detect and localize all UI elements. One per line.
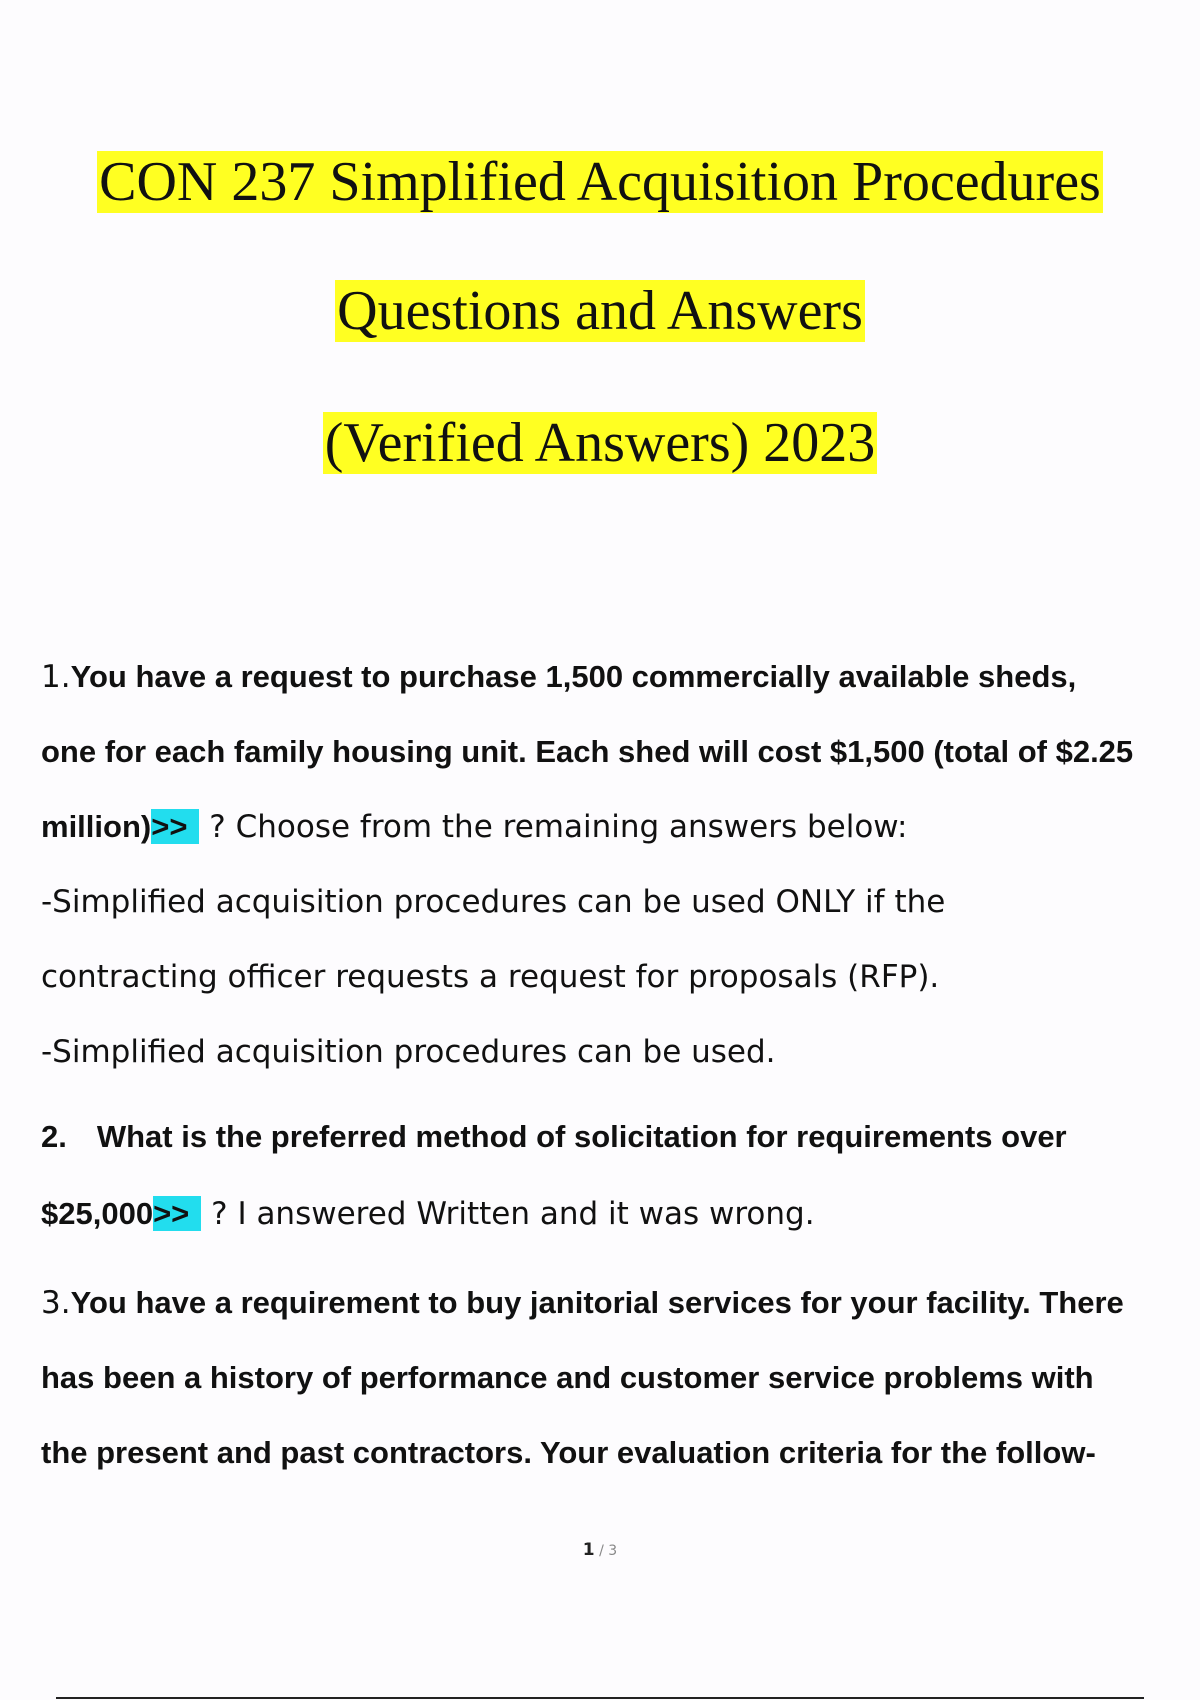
page-current: 1 [582, 1540, 595, 1560]
q3-number: 3. [41, 1285, 71, 1321]
q3-text-1: You have a requirement to buy janitorial services for your facility. There [70, 1285, 1124, 1320]
q1-text-2: one for each family housing unit. Each shed will cost $1,500 (total of $2.25 [41, 734, 1134, 769]
q3-text-2: has been a history of performance and customer service problems with [41, 1360, 1094, 1395]
q2-text-2: $25,000 [41, 1196, 154, 1231]
page-total: 3 [608, 1543, 618, 1559]
title-highlight-1: CON 237 Simplified Acquisition Procedures [99, 151, 1101, 213]
q1-line-2 [41, 732, 1133, 772]
q1-text-1: You have a request to purchase 1,500 commercially available sheds, [70, 659, 1077, 694]
title-highlight-2: Questions and Answers [337, 280, 863, 342]
q3-line-3 [41, 1433, 1096, 1473]
q3-line-2 [41, 1358, 1094, 1398]
q1-line-3 [41, 807, 907, 847]
q3-line-1 [41, 1283, 1124, 1323]
q2-line-2 [41, 1194, 815, 1234]
bottom-divider [56, 1697, 1144, 1699]
q1-answer-arrow: >> [151, 809, 199, 844]
q1-number: 1. [41, 659, 71, 695]
q1-prompt: ? Choose from the remaining answers below: [199, 809, 908, 845]
q2-line-1 [41, 1117, 1067, 1157]
q2-answer-arrow: >> [153, 1196, 201, 1231]
title-line-3 [0, 408, 1200, 478]
q2-number: 2. [41, 1119, 67, 1154]
q3-text-3: the present and past contractors. Your evaluation criteria for the follow- [41, 1435, 1096, 1470]
q1-line-1 [41, 657, 1076, 697]
q1-answer-1b: contracting officer requests a request for proposals (RFP). [41, 959, 940, 995]
q1-text-3: million) [41, 809, 152, 844]
title-highlight-3: (Verified Answers) 2023 [324, 412, 876, 474]
q1-answer-1a: -Simplified acquisition procedures can be used ONLY if the [41, 884, 946, 920]
page-indicator [0, 1540, 1200, 1560]
title-line-2 [0, 276, 1200, 346]
q2-text-1: What is the preferred method of solicitation for requirements over [96, 1119, 1067, 1154]
q2-prompt: ? I answered Written and it was wrong. [201, 1196, 815, 1232]
page-separator: / [594, 1543, 609, 1559]
title-line-1 [0, 147, 1200, 217]
q1-answer-2: -Simplified acquisition procedures can be used. [41, 1034, 776, 1070]
